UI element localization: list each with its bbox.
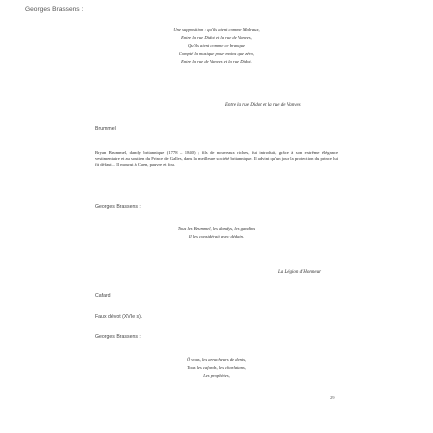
brummel-paragraph: Bryan Brummel, dandy britannique (1778 – 1840) ; fils de nouveaux riches, fut introduit, grâce à son extrême élégance vestimentaire et au soutien du Prince de Galles, dans la meilleure société britannique. Il advint qu'un jour la protection du prince lui fit défaut... Il mourut à Caen, pauvre et fou.: [95, 150, 338, 167]
quote-line: Il les considérait avec dédain.: [188, 234, 245, 239]
legion-subtitle: La Légion d'Honneur: [278, 270, 322, 275]
brassens-label: Georges Brassens :: [95, 334, 141, 340]
epigraph-line: Qu'ils aient comme ce branque: [187, 43, 246, 48]
quote-line: Ô vous, les arracheurs de dents,: [186, 357, 247, 362]
cafard-definition: Faux dévot (XVIe s).: [95, 314, 143, 320]
cafard-heading: Cafard: [95, 293, 111, 299]
page-number: 29: [330, 395, 335, 400]
section-subtitle: Entre la rue Didot et la rue de Vanves: [225, 103, 301, 108]
quote-line: Les prophètes,: [203, 373, 230, 378]
epigraph-line: Compté la musique pour moins que zéro,: [178, 51, 255, 56]
top-header: Georges Brassens :: [25, 6, 84, 13]
epigraph-line: Entre la rue de Vanves et la rue Didot.: [181, 59, 252, 64]
quote-line: Tous les Brummel, les dandys, les gandins: [177, 226, 256, 231]
brassens-label: Georges Brassens :: [95, 204, 141, 210]
quote-line: Tous les cafards, les charlatans,: [187, 365, 246, 370]
epigraph-line: Une supposition : qu'ils aient comme Malraux,: [173, 27, 260, 32]
epigraph-line: Entre la rue Didot et la rue de Vanves,: [181, 35, 252, 40]
brummel-heading: Brummel: [95, 126, 116, 132]
